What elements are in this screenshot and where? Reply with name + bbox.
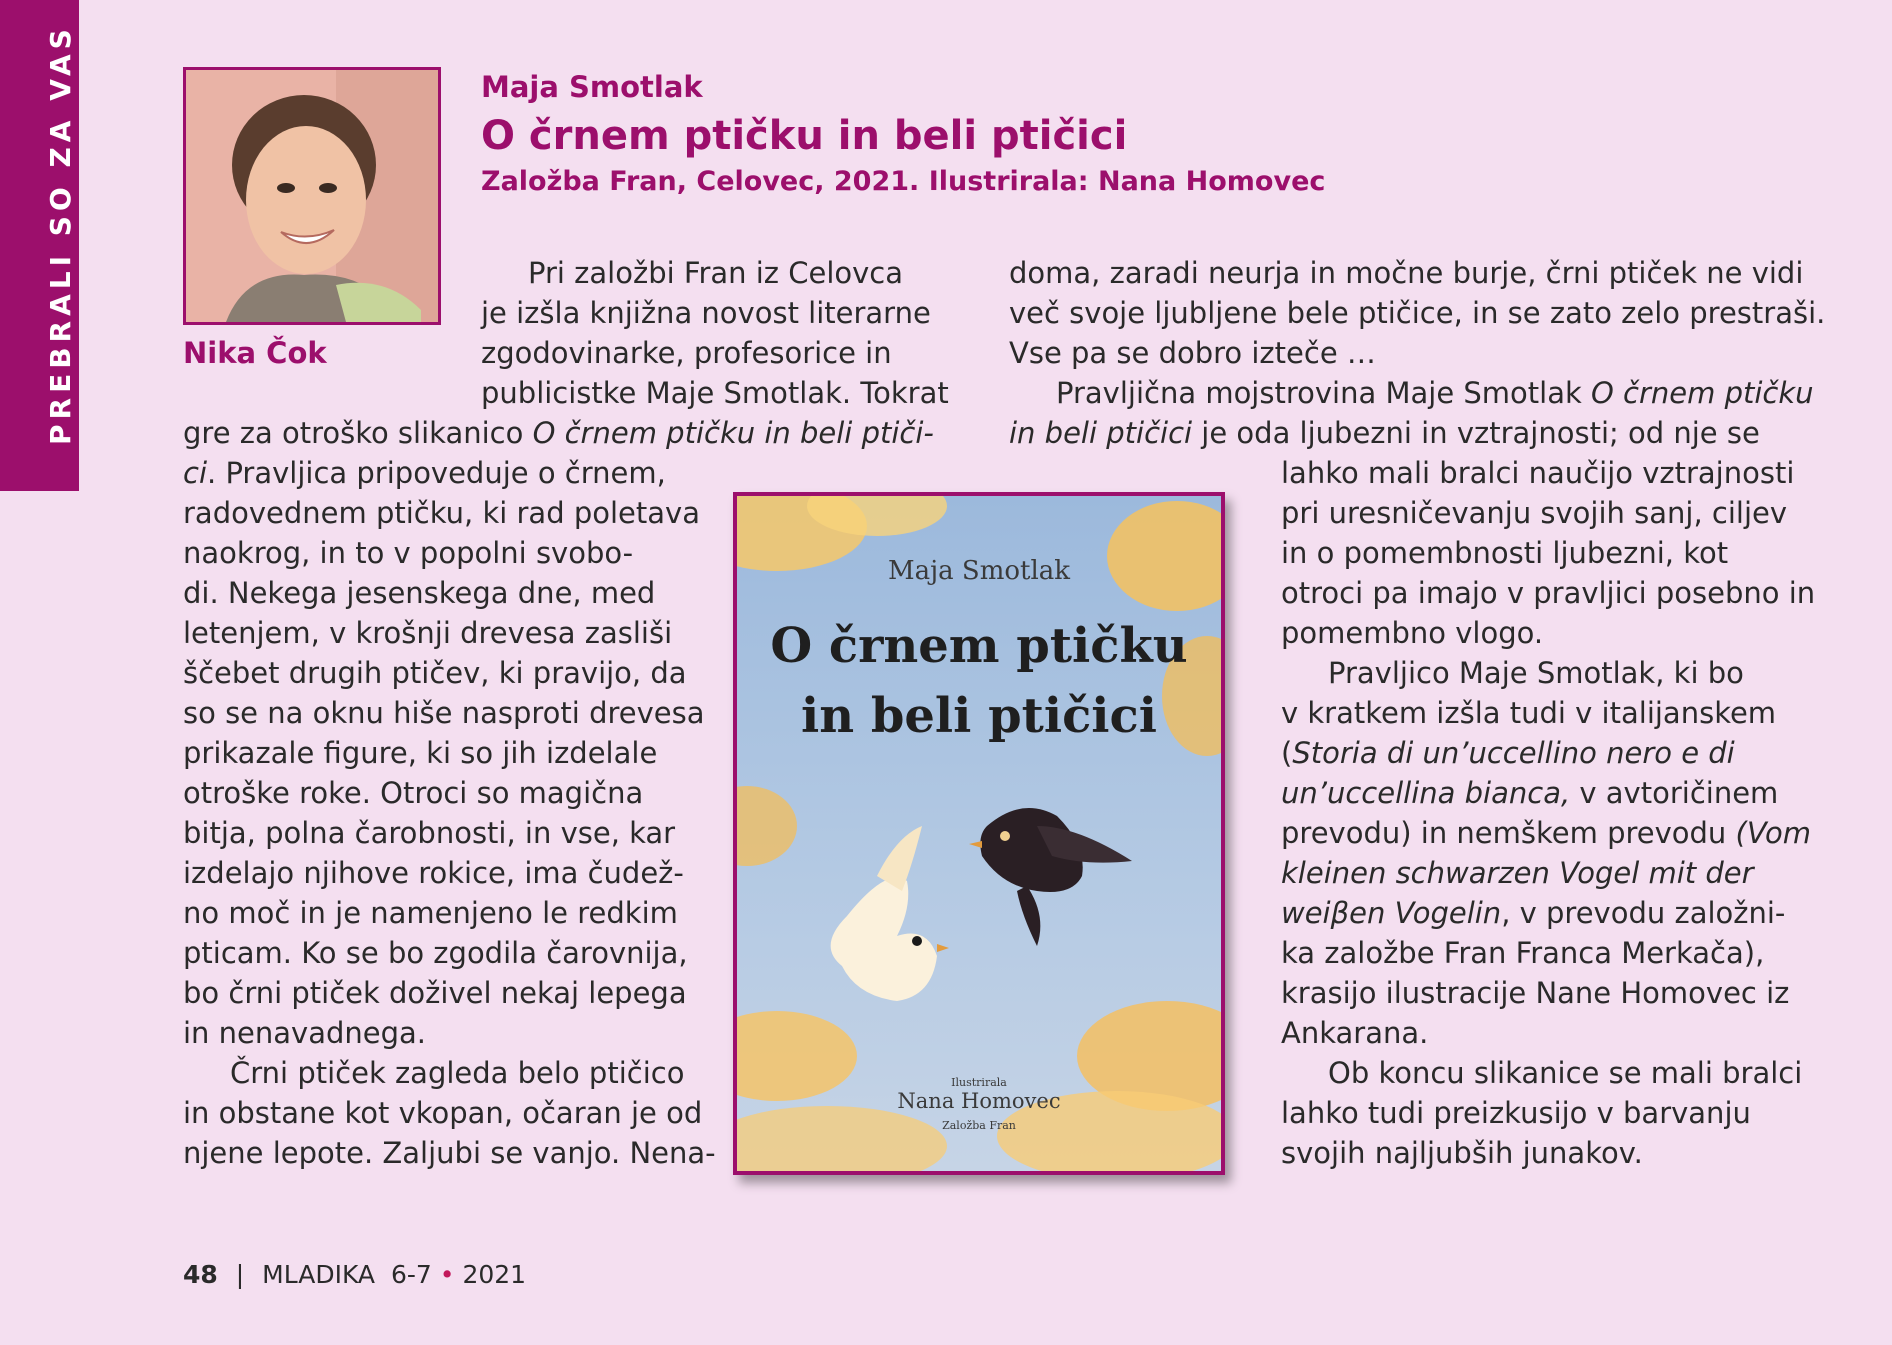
text-line: letenjem, v krošnji drevesa zasliši [183,616,673,650]
text-line: lahko mali bralci naučijo vztrajnosti [1281,456,1795,490]
text-line: krasijo ilustracije Nane Homovec iz [1281,976,1790,1010]
text-line: pticam. Ko se bo zgodila čarovnija, [183,936,688,970]
cover-publisher: Založba Fran [942,1119,1016,1132]
cover-illustrator: Nana Homovec [897,1089,1061,1113]
text-line: doma, zaradi neurja in močne burje, črni ptiček ne vidi [1009,256,1804,290]
text-line: ka založbe Fran Franca Merkača), [1281,936,1765,970]
book-title: O črnem ptičku in beli ptičici [481,113,1128,159]
issue-year: 2021 [462,1260,527,1289]
text-line: ci. Pravljica pripoveduje o črnem, [183,456,666,490]
reviewer-name: Nika Čok [183,336,327,370]
book-cover [733,492,1225,1175]
text-line: in nenavadnega. [183,1016,426,1050]
text-line: Črni ptiček zagleda belo ptičico [230,1056,685,1090]
cover-illustration [737,496,1221,1171]
text-line: un’uccellina bianca, v avtoričinem [1281,776,1779,810]
cover-author: Maja Smotlak [887,556,1071,586]
text-line: Vse pa se dobro izteče … [1009,336,1376,370]
issue-number: 6-7 [390,1260,432,1289]
text-line: in obstane kot vkopan, očaran je od [183,1096,703,1130]
text-line: bo črni ptiček doživel nekaj lepega [183,976,687,1010]
text-line: je izšla knjižna novost literarne [481,296,931,330]
section-tab-label: PREBRALI SO ZA VAS [44,24,77,445]
section-tab [0,0,79,491]
text-line: weiβen Vogelin, v prevodu založni- [1281,896,1786,930]
cover-illustrator-label: Ilustrirala [951,1076,1007,1089]
cover-title: O črnem ptičku in beli ptičici [770,618,1188,744]
page-footer [183,1260,526,1289]
reviewer-photo-illustration [186,70,438,322]
text-line: naokrog, in to v popolni svobo- [183,536,634,570]
text-line: no moč in je namenjeno le redkim [183,896,678,930]
text-line: pomembno vlogo. [1281,616,1544,650]
text-line: izdelajo njihove rokice, ima čudež- [183,856,684,890]
text-line: Pravljico Maje Smotlak, ki bo [1328,656,1744,690]
text-line: več svoje ljubljene bele ptičice, in se zato zelo prestraši. [1009,296,1826,330]
text-line: gre za otroško slikanico O črnem ptičku in beli ptiči- [183,416,934,450]
page-number: 48 [183,1260,218,1289]
text-line: njene lepote. Zaljubi se vanjo. Nena- [183,1136,716,1170]
text-line: kleinen schwarzen Vogel mit der [1281,856,1754,890]
text-line: Ankarana. [1281,1016,1429,1050]
text-line: (Storia di un’uccellino nero e di [1281,736,1735,770]
reviewer-photo [183,67,441,325]
book-author: Maja Smotlak [481,70,703,104]
text-line: pri uresničevanju svojih sanj, ciljev [1281,496,1788,530]
text-line: Pravljična mojstrovina Maje Smotlak O črnem ptičku [1056,376,1814,410]
text-line: radovednem ptičku, ki rad poletava [183,496,700,530]
text-line: lahko tudi preizkusijo v barvanju [1281,1096,1751,1130]
text-line: di. Nekega jesenskega dne, med [183,576,656,610]
text-line: otroške roke. Otroci so magična [183,776,644,810]
text-line: so se na oknu hiše nasproti drevesa [183,696,705,730]
text-line: ščebet drugih ptičev, ki pravijo, da [183,656,687,690]
text-line: in beli ptičici je oda ljubezni in vztrajnosti; od nje se [1009,416,1760,450]
text-line: Ob koncu slikanice se mali bralci [1328,1056,1803,1090]
text-line: Pri založbi Fran iz Celovca [528,256,904,290]
text-line: bitja, polna čarobnosti, in vse, kar [183,816,676,850]
magazine-name: MLADIKA [262,1260,375,1289]
text-line: publicistke Maje Smotlak. Tokrat [481,376,949,410]
text-line: prevodu) in nemškem prevodu (Vom [1281,816,1811,850]
text-line: in o pomembnosti ljubezni, kot [1281,536,1729,570]
footer-dot: • [439,1260,455,1289]
text-line: zgodovinarke, profesorice in [481,336,892,370]
text-line: otroci pa imajo v pravljici posebno in [1281,576,1816,610]
footer-separator: | [235,1260,245,1289]
book-publication: Založba Fran, Celovec, 2021. Ilustrirala: Nana Homovec [481,166,1326,197]
text-line: prikazale figure, ki so jih izdelale [183,736,658,770]
text-line: v kratkem izšla tudi v italijanskem [1281,696,1777,730]
text-line: svojih najljubših junakov. [1281,1136,1643,1170]
